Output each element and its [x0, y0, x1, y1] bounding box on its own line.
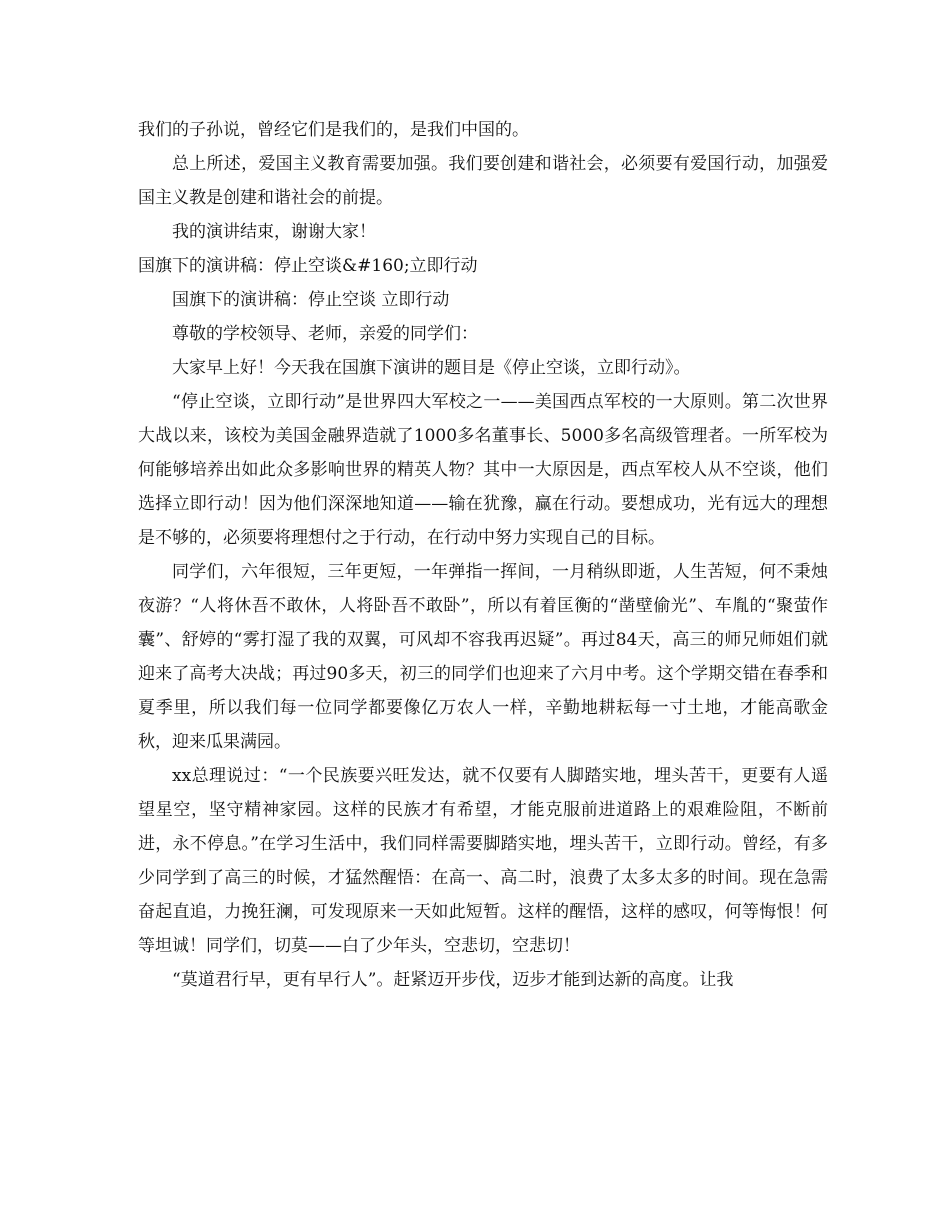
paragraph: 大家早上好！今天我在国旗下演讲的题目是《停止空谈，立即行动》。 — [172, 358, 691, 378]
section-title: 国旗下的演讲稿：停止空谈&#160;立即行动 — [138, 256, 478, 276]
paragraph: 我的演讲结束，谢谢大家！ — [172, 222, 376, 242]
paragraph: “停止空谈，立即行动”是世界四大军校之一——美国西点军校的一大原则。第二次世界大战以来，该校为美国金融界造就了1000多名董事长、5000多名高级管理者。一所军校为何能够培养出如此众多影响世界的精英人物？其中一大原因是，西点军校人从不空谈，他们选择立即行动！因为他们深深地知道——输在犹豫，赢在行动。要想成功，光有远大的理想是不够的，必须要将理想付之于行动，在行动中努力实现自己的目标。 — [138, 392, 828, 548]
paragraph: 我们的子孙说，曾经它们是我们的，是我们中国的。 — [138, 120, 529, 140]
paragraph: “莫道君行早，更有早行人”。赶紧迈开步伐，迈步才能到达新的高度。让我 — [172, 970, 734, 990]
paragraph: 总上所述，爱国主义教育需要加强。我们要创建和谐社会，必须要有爱国行动，加强爱国主义教是创建和谐社会的前提。 — [138, 154, 828, 208]
paragraph: 同学们，六年很短，三年更短，一年弹指一挥间，一月稍纵即逝，人生苦短，何不秉烛夜游？“人将休吾不敢休，人将卧吾不敢卧”，所以有着匡衡的“凿壁偷光”、车胤的“聚萤作囊”、舒婷的“雾打湿了我的双翼，可风却不容我再迟疑”。再过84天，高三的师兄师姐们就迎来了高考大决战；再过90多天，初三的同学们也迎来了六月中考。这个学期交错在春季和夏季里，所以我们每一位同学都要像亿万农人一样，辛勤地耕耘每一寸土地，才能高歌金秋，迎来瓜果满园。 — [138, 562, 828, 752]
speech-title: 国旗下的演讲稿：停止空谈 立即行动 — [172, 290, 450, 310]
document-body — [138, 113, 828, 997]
paragraph: xx总理说过：“一个民族要兴旺发达，就不仅要有人脚踏实地，埋头苦干，更要有人遥望星空，坚守精神家园。这样的民族才有希望，才能克服前进道路上的艰难险阻，不断前进，永不停息。”在学习生活中，我们同样需要脚踏实地，埋头苦干，立即行动。曾经，有多少同学到了高三的时候，才猛然醒悟：在高一、高二时，浪费了太多太多的时间。现在急需奋起直追，力挽狂澜，可发现原来一天如此短暂。这样的醒悟，这样的感叹，何等悔恨！何等坦诚！同学们，切莫——白了少年头，空悲切，空悲切！ — [138, 766, 828, 956]
salutation: 尊敬的学校领导、老师，亲爱的同学们： — [172, 324, 478, 344]
